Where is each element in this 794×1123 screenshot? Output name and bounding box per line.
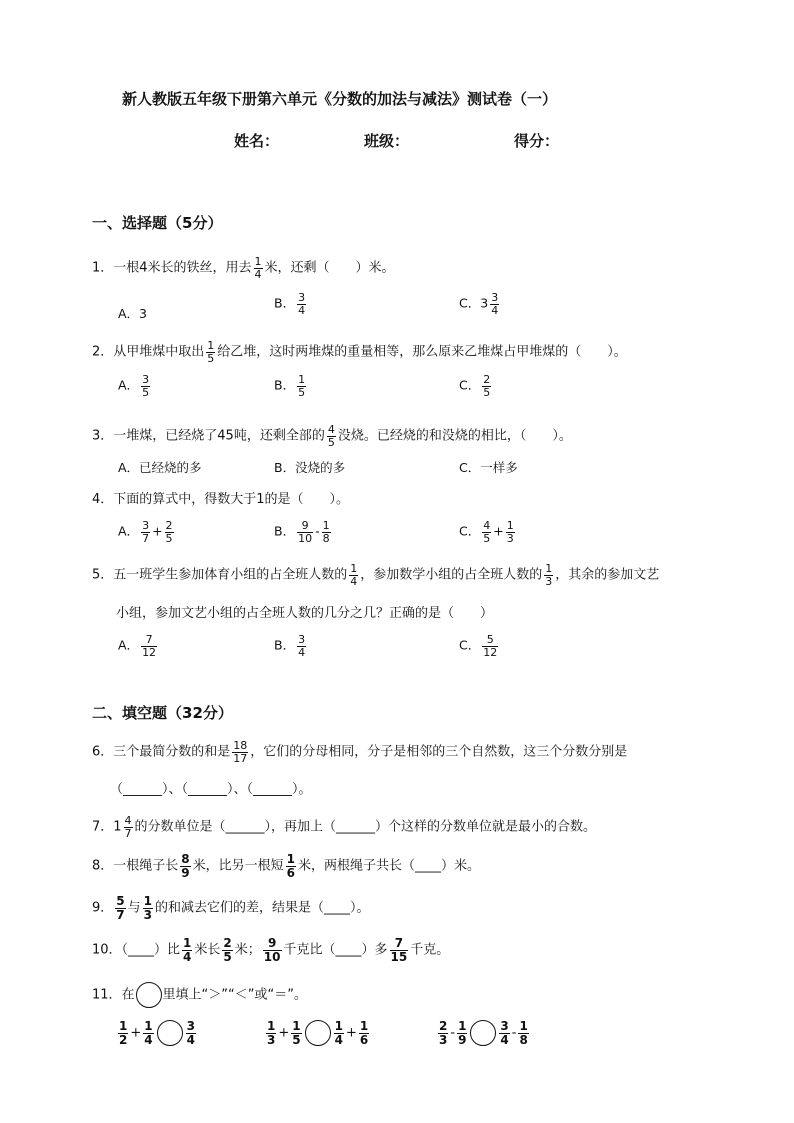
question-4: 4．下面的算式中，得数大于1的是（ ）。: [92, 492, 350, 507]
question-1: [92, 256, 395, 280]
question-7: 7．1 $\frac{4}{7}$ 的分数单位是（______），再加上（______）个这样的分数单位就是最小的合数。: [92, 814, 597, 840]
page-title: 新人教版五年级下册第六单元《分数的加法与减法》测试卷（一）: [122, 90, 558, 108]
q4-option-c: C． $\frac{4}{5}$ + $\frac{1}{3}$: [459, 519, 514, 545]
question-3: 3．一堆煤，已经烧了45吨，还剩全部的 $\frac{4}{5}$ 没烧。已经烧的和没烧的相比，（ ）。: [92, 423, 572, 449]
q3-option-b: B．没烧的多: [274, 460, 346, 475]
question-6-line2: （______）、（______）、（______）。: [110, 782, 312, 797]
q1-fraction: $\frac{1}{4}$: [254, 255, 262, 281]
answer-circle[interactable]: [305, 1020, 331, 1046]
question-2: 2．从甲堆煤中取出 $\frac{1}{5}$ 给乙堆，这时两堆煤的重量相等，那么原来乙堆煤占甲堆煤的（ ）。: [92, 339, 627, 365]
q1-option-b: B． $\frac{3}{4}$: [274, 291, 306, 317]
answer-circle[interactable]: [157, 1020, 183, 1046]
q11-expression-2: $\frac{1}{3}$ + $\frac{1}{5}$ $\frac{1}{4}$ + $\frac{1}{6}$: [267, 1019, 369, 1047]
q5-option-a: A． $\frac{7}{12}$: [118, 633, 157, 659]
score-label: 得分：: [514, 132, 560, 150]
q4-option-a: A． $\frac{3}{7}$ + $\frac{2}{5}$: [118, 519, 173, 545]
section-heading-fill: 二、填空题（32分）: [92, 704, 233, 722]
question-5-line2: 小组，参加文艺小组的占全班人数的几分之几？正确的是（ ）: [116, 606, 494, 621]
q5-option-c: C． $\frac{5}{12}$: [459, 633, 498, 659]
class-label: 班级：: [364, 132, 410, 150]
q1-option-a: A．3: [118, 306, 148, 321]
q11-expression-1: $\frac{1}{2}$ + $\frac{1}{4}$ $\frac{3}{4}$: [119, 1019, 195, 1047]
answer-circle[interactable]: [470, 1020, 496, 1046]
question-8: 8．一根绳子长 $\frac{8}{9}$ 米，比另一根短 $\frac{1}{6}$ 米，两根绳子共长（____）米。: [92, 852, 481, 880]
q1-text-a: 1．一根4米长的铁丝，用去: [92, 260, 252, 276]
q3-option-a: A．已经烧的多: [118, 460, 202, 475]
q4-option-b: B． $\frac{9}{10}$ - $\frac{1}{8}$: [274, 519, 330, 545]
q2-option-b: B． $\frac{1}{5}$: [274, 373, 306, 399]
q2-option-a: A． $\frac{3}{5}$: [118, 373, 150, 399]
q2-option-c: C． $\frac{2}{5}$: [459, 373, 491, 399]
q1-text-b: 米，还剩（ ）米。: [264, 260, 395, 276]
q3-option-c: C．一样多: [459, 460, 518, 475]
section-heading-choice: 一、选择题（5分）: [92, 214, 223, 232]
q1-option-c: C．3 $\frac{3}{4}$: [459, 291, 499, 317]
q11-expression-3: $\frac{2}{3}$ - $\frac{1}{9}$ $\frac{3}{4}$ - $\frac{1}{8}$: [439, 1019, 528, 1047]
question-9: 9． $\frac{5}{7}$ 与 $\frac{1}{3}$ 的和减去它们的差，结果是（____）。: [92, 894, 370, 922]
question-10: 10．（____）比 $\frac{1}{4}$ 米长 $\frac{2}{5}$ 米； $\frac{9}{10}$ 千克比（____）多 $\frac{7}{15}$ 千克。: [92, 936, 450, 964]
q5-option-b: B． $\frac{3}{4}$: [274, 633, 306, 659]
question-5: 5．五一班学生参加体育小组的占全班人数的 $\frac{1}{4}$ ，参加数学小组的占全班人数的 $\frac{1}{3}$ ，其余的参加文艺: [92, 562, 660, 588]
compare-circle-icon: [136, 982, 162, 1008]
question-11: 11．在 里填上“＞”“＜”或“＝”。: [92, 982, 307, 1008]
name-label: 姓名：: [234, 132, 280, 150]
question-6: 6．三个最简分数的和是 $\frac{18}{17}$ ，它们的分母相同，分子是相邻的三个自然数，这三个分数分别是: [92, 739, 628, 765]
